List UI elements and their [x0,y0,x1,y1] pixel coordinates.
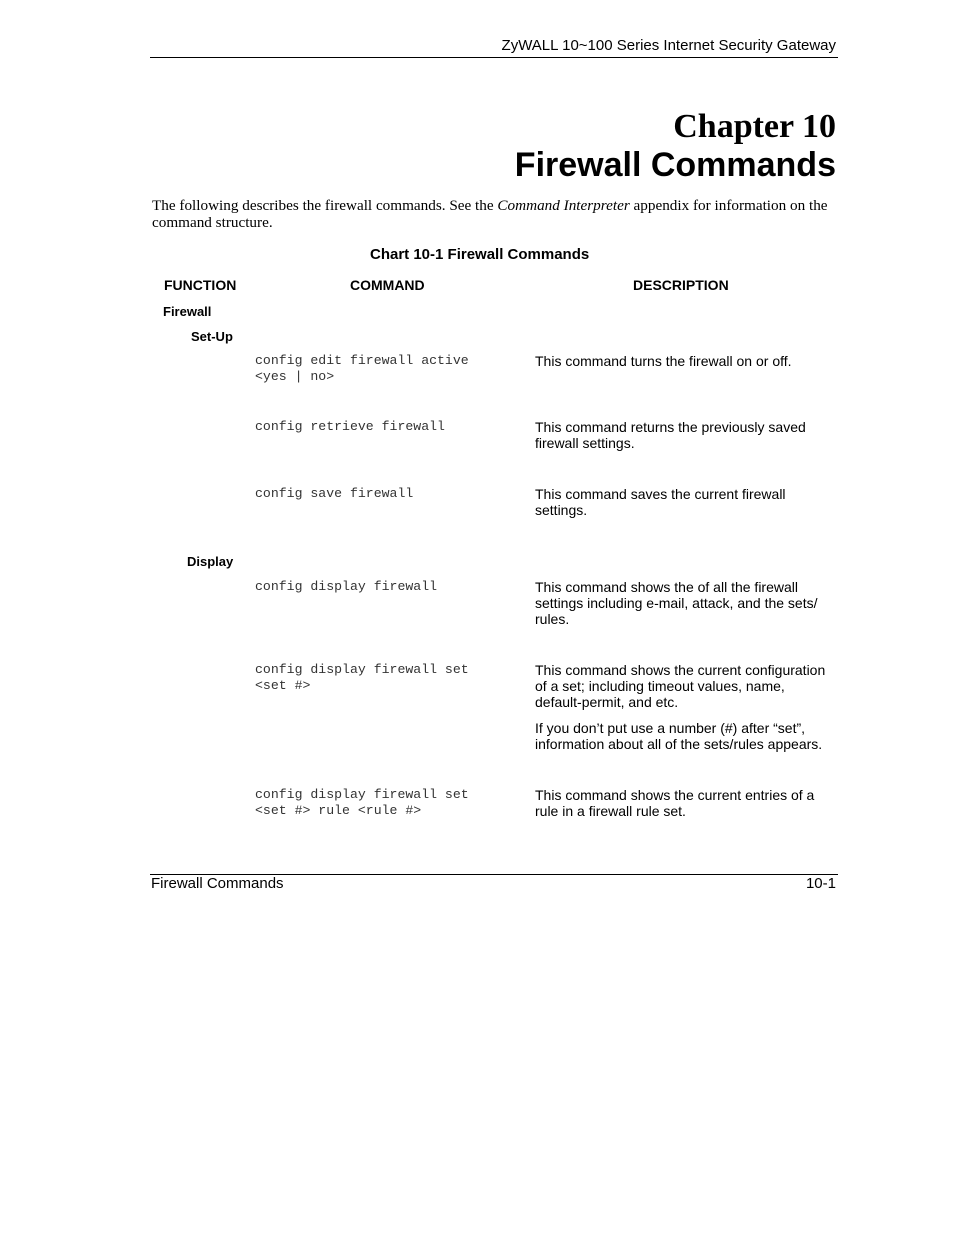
chapter-title: Firewall Commands [514,146,836,184]
chart-caption: Chart 10-1 Firewall Commands [370,246,590,263]
column-header-description: DESCRIPTION [633,277,729,293]
description-cell [535,787,835,819]
command-cell: config save firewall [255,486,414,501]
description-cell [535,419,835,451]
command-cell: config display firewall set <set #> rule <rule #> [255,787,469,818]
page-number: 10-1 [805,875,836,892]
chapter-number: Chapter 10 [673,108,836,145]
description-text: This command shows the of all the firewall settings including e-mail, attack, and the sets/ rules. [535,579,818,627]
column-header-command: COMMAND [350,277,425,293]
description-cell [535,579,835,627]
description-text: This command shows the current entries of a rule in a firewall rule set. [535,787,815,819]
header-rule [150,57,838,58]
intro-paragraph [152,197,842,231]
command-cell: config edit firewall active <yes | no> [255,353,469,384]
command-cell: config retrieve firewall [255,419,445,434]
description-text: This command shows the current configuration of a set; including timeout values, name, default-permit, and etc. [535,662,826,710]
description-note: If you don’t put use a number (#) after “set”, information about all of the sets/rules appears. [535,720,823,752]
description-cell [535,353,835,369]
section-setup: Set-Up [191,329,233,344]
intro-text-after: appendix for information on the command structure. [152,197,828,231]
column-header-function: FUNCTION [164,277,237,293]
description-cell [535,662,835,752]
section-display: Display [187,554,234,569]
description-cell [535,486,835,518]
description-text: This command turns the firewall on or off. [535,353,792,369]
description-text: This command returns the previously saved firewall settings. [535,419,806,451]
intro-text-before: The following describes the firewall commands. See the [152,197,498,214]
footer-chapter-title: Firewall Commands [151,875,284,892]
command-cell: config display firewall [255,579,438,594]
command-cell: config display firewall set <set #> [255,662,469,693]
description-text: This command saves the current firewall settings. [535,486,786,518]
intro-emphasis: Command Interpreter [497,197,630,214]
section-firewall: Firewall [163,304,212,319]
running-header: ZyWALL 10~100 Series Internet Security Gateway [501,37,836,54]
